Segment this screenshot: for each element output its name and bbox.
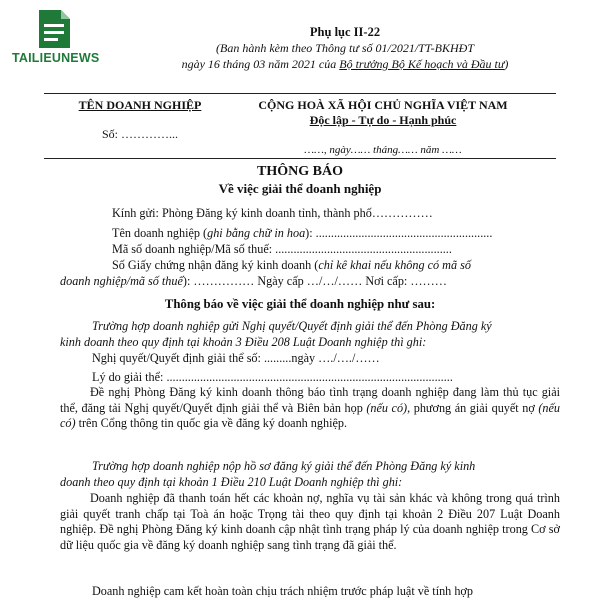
section-heading: Thông báo về việc giải thể doanh nghiệp như sau: (164, 297, 436, 311)
logo-brand-text: TAILIEUNEWS (12, 51, 100, 65)
annex-title: Phụ lục II-22 (309, 25, 381, 39)
case1-intro-line2: kinh doanh theo quy định tại khoản 3 Điều 208 Luật Doanh nghiệp thì ghi: (60, 335, 427, 349)
decision-number-line: Nghị quyết/Quyết định giải thể số: .........ngày …./…./…… (92, 351, 380, 365)
issued-date: ngày 16 tháng 03 năm 2021 của (181, 57, 340, 71)
document-icon (35, 8, 73, 50)
case2-body: Doanh nghiệp đã thanh toán hết các khoản nợ, nghĩa vụ tài sản khác và không trong quá trình giải quyết tranh chấp tại Toà án hoặc Trọng tài theo quy định tại khoản 2 Điều 207 Luật Doanh nghiệp. Đề nghị Phòng Đăng ký kinh doanh cập nhật tình trạng pháp lý của doanh nghiệp trong Cơ sở dữ liệu quốc gia về đăng ký doanh nghiệp sang tình trạng đã giải thể. (60, 491, 560, 552)
case1-body (60, 385, 560, 432)
site-logo (12, 8, 100, 65)
company-block (50, 98, 230, 142)
dissolution-reason-line: Lý do giải thể: .............................................................................................. (92, 370, 453, 384)
case1-intro-line1: Trường hợp doanh nghiệp gửi Nghị quyết/Quyết định giải thể đến Phòng Đăng ký (92, 319, 492, 333)
document-number: Số: …………... (101, 127, 178, 141)
cert-field-line2 (60, 274, 447, 289)
annex-header (120, 24, 570, 72)
issued-suffix: ) (504, 57, 509, 71)
company-code-field: Mã số doanh nghiệp/Mã số thuế: .......................................................... (112, 242, 452, 256)
cert-hint-2: doanh nghiệp/mã số thuế (60, 274, 183, 288)
company-name-placeholder: TÊN DOANH NGHIỆP (78, 98, 202, 112)
date-line: ……, ngày…… tháng…… năm …… (304, 144, 462, 156)
header-divider-bottom (44, 158, 556, 159)
cert-field-line1 (112, 258, 471, 273)
country-name: CỘNG HOÀ XÃ HỘI CHỦ NGHĨA VIỆT NAM (258, 98, 508, 112)
case1-body-b: , phương án giải quyết nợ (407, 400, 539, 415)
company-name-tail: ): .......................................................... (305, 226, 493, 240)
cert-label: Số Giấy chứng nhận đăng ký kinh doanh ( (112, 258, 319, 272)
issued-agency: Bộ trưởng Bộ Kế hoạch và Đầu tư (339, 57, 505, 71)
recipient-line: Kính gửi: Phòng Đăng ký kinh doanh tỉnh, thành phố…………… (112, 206, 433, 220)
notice-subtitle: Về việc giải thể doanh nghiệp (218, 181, 382, 196)
cert-hint-1: chỉ kê khai nếu không có mã số (318, 258, 471, 272)
case1-body-c: trên Cổng thông tin quốc gia về đăng ký doanh nghiệp. (75, 416, 348, 431)
company-name-label: Tên doanh nghiệp ( (112, 226, 208, 240)
national-header (233, 98, 533, 158)
company-name-hint: ghi bằng chữ in hoa (207, 226, 306, 240)
notice-title: THÔNG BÁO (257, 164, 343, 179)
issued-by-line: (Ban hành kèm theo Thông tư số 01/2021/TT-BKHĐT (216, 41, 474, 55)
case1-note-2: (nếu có) (60, 400, 560, 431)
final-line: Doanh nghiệp cam kết hoàn toàn chịu trách nhiệm trước pháp luật về tính hợp (92, 584, 473, 598)
case2-intro-line2: doanh theo quy định tại khoản 1 Điều 210 Luật Doanh nghiệp thì ghi: (60, 475, 403, 489)
case1-body-a: Đề nghị Phòng Đăng ký kinh doanh thông báo tình trạng doanh nghiệp đang làm thủ tục giải thể, đăng tải Nghị quyết/Quyết định giải thể và Biên bản họp (60, 385, 560, 415)
header-divider-top (44, 93, 556, 94)
cert-tail: ): …………… Ngày cấp …/…/…… Nơi cấp: ……… (182, 274, 447, 288)
national-motto: Độc lập - Tự do - Hạnh phúc (309, 113, 457, 127)
case1-note-1: (nếu có) (366, 400, 408, 415)
case2-intro-line1: Trường hợp doanh nghiệp nộp hồ sơ đăng ký giải thể đến Phòng Đăng ký kinh (92, 459, 476, 473)
company-name-field (112, 226, 492, 241)
